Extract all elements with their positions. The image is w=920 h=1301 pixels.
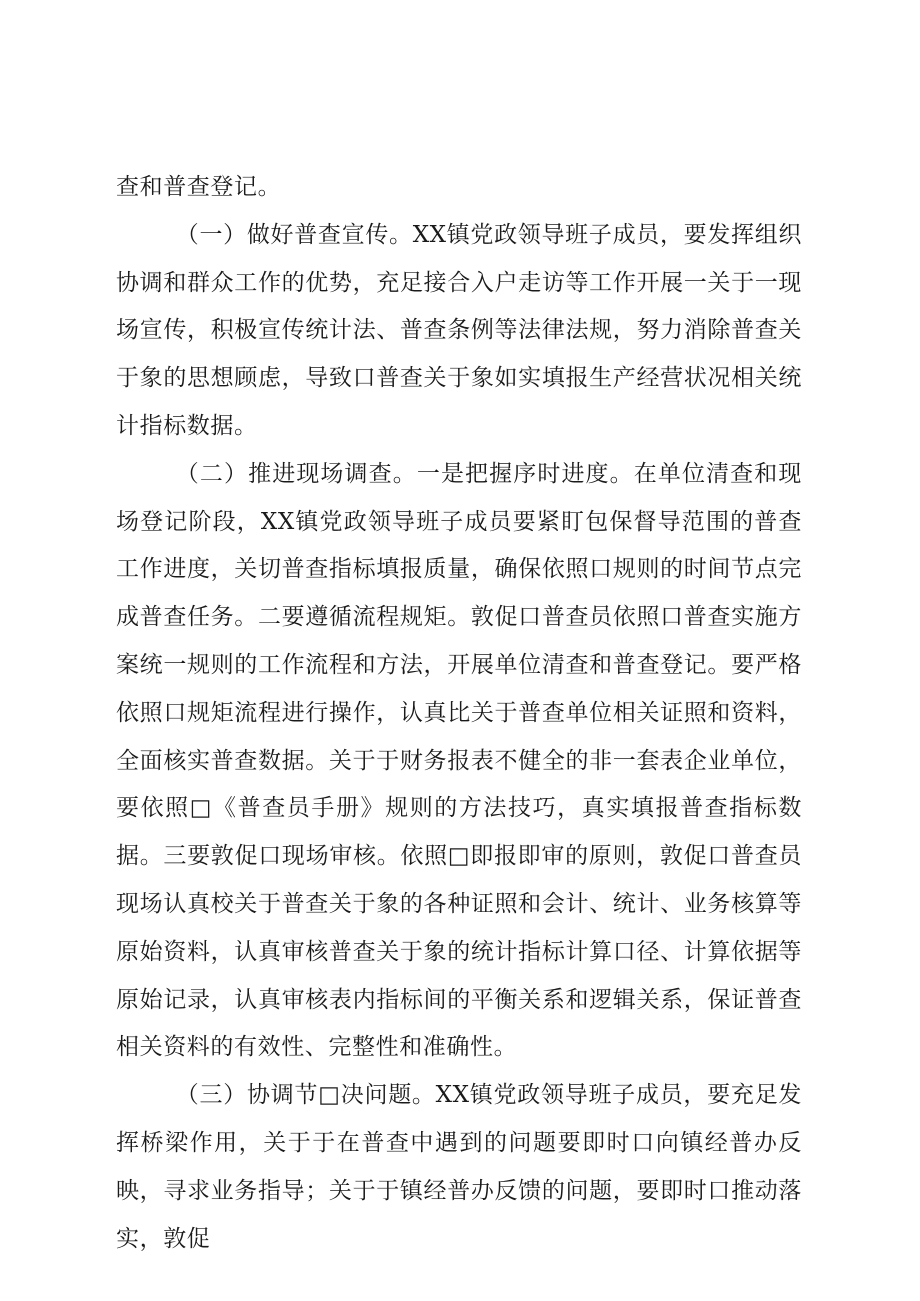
paragraph-section-1: （一）做好普查宣传。XX镇党政领导班子成员，要发挥组织协调和群众工作的优势，充足接合入户走访等工作开展一关于一现场宣传，积极宣传统计法、普查条例等法律法规，努力消除普查关于象的思想顾虑，导致口普查关于象如实填报生产经营状况相关统计指标数据。 [116,221,802,439]
document-body [116,164,802,1263]
paragraph-continuation: 查和普查登记。 [116,174,282,200]
paragraph-section-2: （二）推进现场调查。一是把握序时进度。在单位清查和现场登记阶段，XX镇党政领导班子成员要紧盯包保督导范围的普查工作进度，关切普查指标填报质量，确保依照口规则的时间节点完成普查任务。二要遵循流程规矩。敦促口普查员依照口普查实施方案统一规则的工作流程和方法，开展单位清查和普查登记。要严格依照口规矩流程进行操作，认真比关于普查单位相关证照和资料，全面核实普查数据。关于于财务报表不健全的非一套表企业单位，要依照□《普查员手册》规则的方法技巧，真实填报普查指标数据。三要敦促口现场审核。依照□即报即审的原则，敦促口普查员现场认真校关于普查关于象的各种证照和会计、统计、业务核算等原始资料，认真审核普查关于象的统计指标计算口径、计算依据等原始记录，认真审核表内指标间的平衡关系和逻辑关系，保证普查相关资料的有效性、完整性和准确性。 [116,460,802,1061]
paragraph-section-3: （三）协调节□决问题。XX镇党政领导班子成员，要充足发挥桥梁作用，关于于在普查中遇到的问题要即时口向镇经普办反映，寻求业务指导；关于于镇经普办反馈的问题，要即时口推动落实，敦促 [116,1082,802,1252]
